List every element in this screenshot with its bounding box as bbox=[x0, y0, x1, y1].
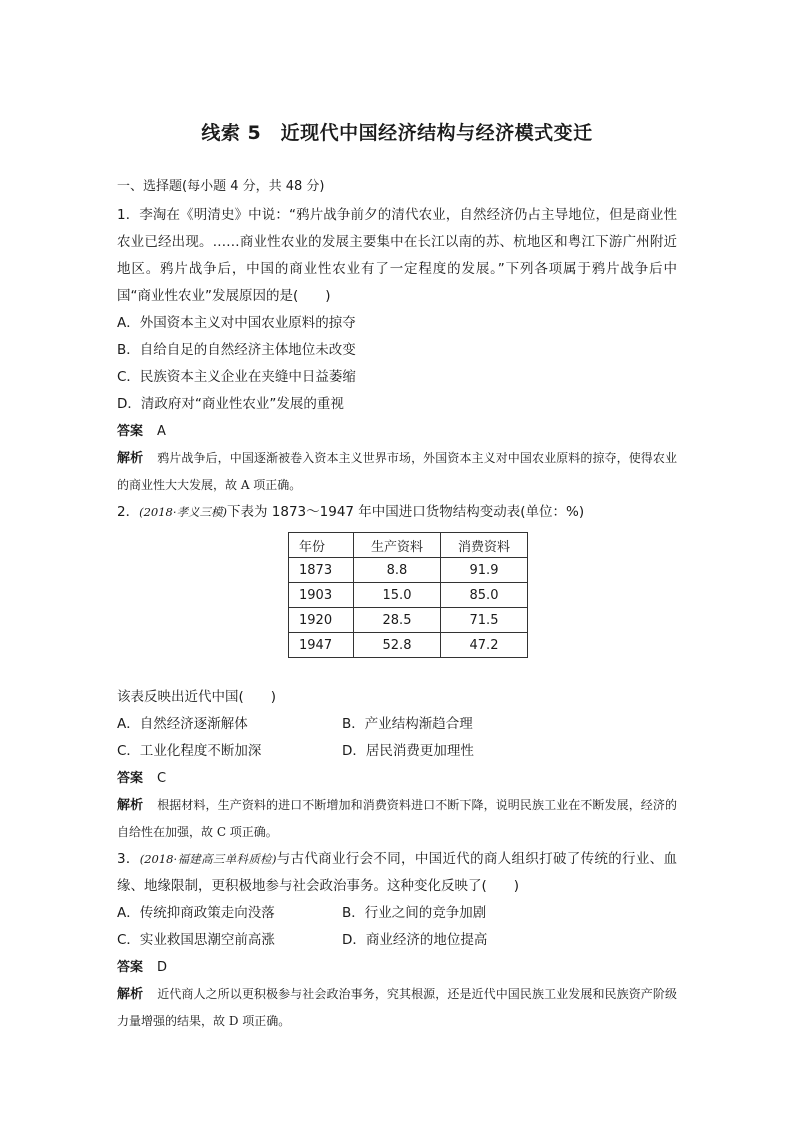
table-row bbox=[289, 633, 528, 658]
table-cell: 91.9 bbox=[441, 558, 528, 583]
analysis-3: 解析 近代商人之所以更积极参与社会政治事务，究其根源，还是近代中国民族工业发展和民族资产阶级力量增强的结果，故 D 项正确。 bbox=[117, 987, 677, 1028]
answer-value: C bbox=[157, 771, 167, 786]
table-cell: 28.5 bbox=[354, 608, 441, 633]
question-stem-continued: 该表反映出近代中国( ) bbox=[117, 689, 277, 705]
table-row bbox=[289, 583, 528, 608]
option-d: D．商业经济的地位提高 bbox=[342, 932, 488, 948]
table-row bbox=[289, 558, 528, 583]
table-cell: 1903 bbox=[289, 583, 354, 608]
table-row bbox=[289, 608, 528, 633]
table-cell: 47.2 bbox=[441, 633, 528, 658]
answer-1: 答案 A bbox=[117, 424, 166, 439]
answer-value: D bbox=[157, 960, 168, 975]
option-b: B．行业之间的竞争加剧 bbox=[342, 905, 487, 921]
table-header-row bbox=[289, 533, 528, 558]
table-header: 消费资料 bbox=[441, 533, 528, 558]
table-header: 生产资料 bbox=[354, 533, 441, 558]
table-cell: 1947 bbox=[289, 633, 354, 658]
analysis-text: 近代商人之所以更积极参与社会政治事务，究其根源，还是近代中国民族工业发展和民族资产阶级力量增强的结果，故 D 项正确。 bbox=[117, 987, 677, 1028]
analysis-text: 根据材料，生产资料的进口不断增加和消费资料进口不断下降，说明民族工业在不断发展，经济的自给性在加强，故 C 项正确。 bbox=[117, 798, 677, 839]
table-cell: 15.0 bbox=[354, 583, 441, 608]
document-page bbox=[117, 118, 677, 1035]
question-1 bbox=[117, 202, 677, 418]
option-c: C．工业化程度不断加深 bbox=[117, 743, 262, 759]
table-cell: 85.0 bbox=[441, 583, 528, 608]
option-d: D．清政府对“商业性农业”发展的重视 bbox=[117, 396, 344, 412]
page-title: 线索 5 近现代中国经济结构与经济模式变迁 bbox=[201, 122, 593, 144]
answer-3: 答案 D bbox=[117, 960, 168, 975]
table-cell: 71.5 bbox=[441, 608, 528, 633]
section-heading: 一、选择题(每小题 4 分，共 48 分) bbox=[117, 179, 325, 194]
question-source: (2018·孝义三模) bbox=[139, 505, 227, 519]
table-cell: 8.8 bbox=[354, 558, 441, 583]
question-2-options bbox=[117, 684, 677, 765]
table-header: 年份 bbox=[289, 533, 354, 558]
answer-2: 答案 C bbox=[117, 771, 167, 786]
question-source: (2018·福建高三单科质检) bbox=[139, 852, 277, 866]
analysis-2: 解析 根据材料，生产资料的进口不断增加和消费资料进口不断下降，说明民族工业在不断发展，经济的自给性在加强，故 C 项正确。 bbox=[117, 798, 677, 839]
table-cell: 1873 bbox=[289, 558, 354, 583]
option-a: A．外国资本主义对中国农业原料的掠夺 bbox=[117, 315, 356, 331]
options-grid bbox=[117, 711, 677, 765]
option-c: C．民族资本主义企业在夹缝中日益萎缩 bbox=[117, 369, 356, 385]
option-b: B．产业结构渐趋合理 bbox=[342, 716, 473, 732]
analysis-1: 解析 鸦片战争后，中国逐渐被卷入资本主义世界市场，外国资本主义对中国农业原料的掠夺，使得农业的商业性大大发展，故 A 项正确。 bbox=[117, 451, 677, 492]
option-a: A．传统抑商政策走向没落 bbox=[117, 905, 275, 921]
import-structure-table bbox=[288, 532, 528, 658]
option-c: C．实业救国思潮空前高涨 bbox=[117, 932, 275, 948]
question-stem: 3．(2018·福建高三单科质检)与古代商业行会不同，中国近代的商人组织打破了传统的行业、血缘、地缘限制，更积极地参与社会政治事务。这种变化反映了( ) bbox=[117, 851, 677, 894]
question-stem: 2．(2018·孝义三模)下表为 1873～1947 年中国进口货物结构变动表(单位：%) bbox=[117, 504, 585, 520]
analysis-text: 鸦片战争后，中国逐渐被卷入资本主义世界市场，外国资本主义对中国农业原料的掠夺，使得农业的商业性大大发展，故 A 项正确。 bbox=[117, 451, 677, 492]
question-2 bbox=[117, 499, 677, 526]
question-stem: 1．李淘在《明清史》中说：“鸦片战争前夕的清代农业，自然经济仍占主导地位，但是商业性农业已经出现。……商业性农业的发展主要集中在长江以南的苏、杭地区和粤江下游广州附近地区。鸦片战争后，中国的商业性农业有了一定程度的发展。”下列各项属于鸦片战争后中国“商业性农业”发展原因的是( ) bbox=[117, 207, 677, 304]
option-b: B．自给自足的自然经济主体地位未改变 bbox=[117, 342, 356, 358]
question-3 bbox=[117, 846, 677, 954]
option-a: A．自然经济逐渐解体 bbox=[117, 716, 248, 732]
answer-value: A bbox=[157, 424, 166, 439]
table-cell: 1920 bbox=[289, 608, 354, 633]
table-cell: 52.8 bbox=[354, 633, 441, 658]
options-grid bbox=[117, 900, 677, 954]
option-d: D．居民消费更加理性 bbox=[342, 743, 474, 759]
